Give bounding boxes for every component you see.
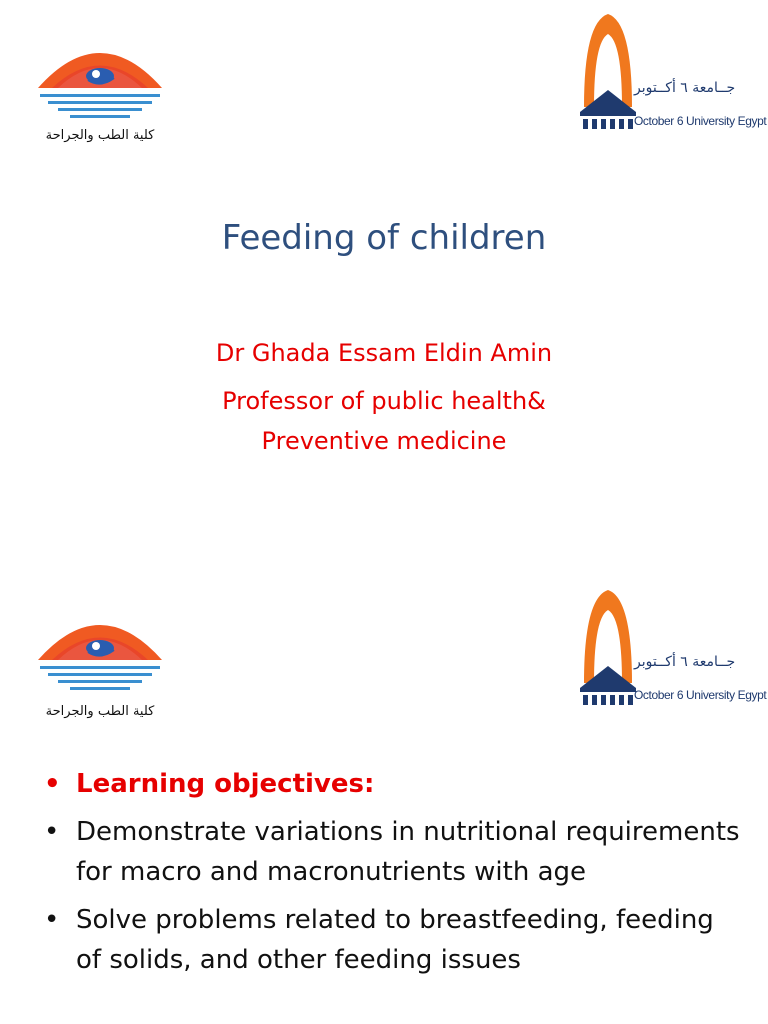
faculty-emblem-icon <box>30 28 170 123</box>
university-logo <box>578 588 767 713</box>
university-arch-icon <box>578 588 638 713</box>
objectives-slide <box>0 512 768 1024</box>
university-english-name: October 6 University Egypt <box>634 688 767 702</box>
faculty-logo <box>30 28 170 143</box>
author-title-line2: Preventive medicine <box>261 427 507 455</box>
university-arabic-name: جــامعة ٦ أكــتوبر <box>634 80 736 96</box>
university-arch-icon <box>578 12 638 137</box>
author-name: Dr Ghada Essam Eldin Amin <box>215 339 553 367</box>
university-logo <box>578 12 767 137</box>
university-arabic-name: جــامعة ٦ أكــتوبر <box>634 654 736 670</box>
objectives-heading: • Learning objectives: <box>40 764 740 804</box>
slide-title: Feeding of children <box>221 218 547 258</box>
faculty-emblem-icon <box>30 600 170 695</box>
objective-item: • Demonstrate variations in nutritional requirements for macro and macronutrients with age <box>40 812 740 892</box>
author-title-line1: Professor of public health& <box>222 387 546 415</box>
university-english-name: October 6 University Egypt <box>634 114 767 128</box>
faculty-caption: كلية الطب والجراحة <box>45 704 155 719</box>
objective-item: • Solve problems related to breastfeeding, feeding of solids, and other feeding issues <box>40 900 740 980</box>
objectives-list <box>40 764 740 988</box>
faculty-caption: كلية الطب والجراحة <box>45 128 155 143</box>
faculty-logo <box>30 600 170 719</box>
